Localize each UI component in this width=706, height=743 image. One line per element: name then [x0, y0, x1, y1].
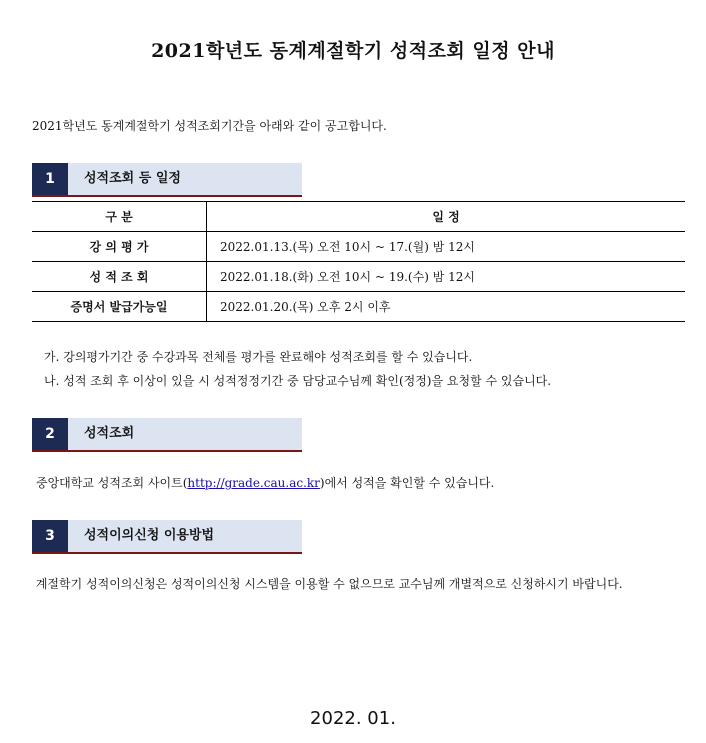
table-header-row [32, 202, 685, 232]
document-title: 2021학년도 동계계절학기 성적조회 일정 안내 [151, 40, 555, 62]
schedule-table [32, 201, 685, 322]
notes-list [44, 345, 551, 393]
section-3-title: 성적이의신청 이용방법 [84, 528, 215, 543]
row-label: 성 적 조 회 [32, 262, 207, 292]
section-1-number: 1 [32, 163, 68, 195]
section-3-number: 3 [32, 520, 68, 552]
row-value: 2022.01.20.(목) 오후 2시 이후 [220, 300, 391, 314]
text-after-link: )에서 성적을 확인할 수 있습니다. [319, 476, 495, 490]
row-value: 2022.01.13.(목) 오전 10시 ~ 17.(월) 밤 12시 [220, 240, 475, 254]
table-row [32, 232, 685, 262]
table-row [32, 292, 685, 322]
header-category: 구 분 [32, 202, 207, 232]
text-before-link: 중앙대학교 성적조회 사이트( [36, 476, 188, 490]
note-item: 가. 강의평가기간 중 수강과목 전체를 평가를 완료해야 성적조회를 할 수 있습니다. [44, 350, 473, 364]
section-2-number: 2 [32, 418, 68, 450]
grade-site-link[interactable]: http://grade.cau.ac.kr [187, 476, 320, 490]
row-value: 2022.01.18.(화) 오전 10시 ~ 19.(수) 밤 12시 [220, 270, 475, 284]
section-2-header [32, 418, 302, 452]
intro-text: 2021학년도 동계계절학기 성적조회기간을 아래와 같이 공고합니다. [32, 119, 387, 133]
table-row [32, 262, 685, 292]
section-2-text [36, 474, 494, 491]
section-3-text [32, 573, 682, 596]
section-1-title: 성적조회 등 일정 [84, 171, 181, 186]
section-1-header [32, 163, 302, 197]
note-item: 나. 성적 조회 후 이상이 있을 시 성적정정기간 중 담당교수님께 확인(정정)을 요청할 수 있습니다. [44, 374, 552, 388]
document-date: 2022. 01. [310, 708, 396, 729]
row-label: 증명서 발급가능일 [32, 292, 207, 322]
section-3-body: 계절학기 성적이의신청은 성적이의신청 시스템을 이용할 수 없으므로 교수님께 개별적으로 신청하시기 바랍니다. [35, 577, 623, 591]
header-schedule: 일 정 [432, 210, 460, 224]
section-3-header [32, 520, 302, 554]
row-label: 강 의 평 가 [32, 232, 207, 262]
section-2-title: 성적조회 [84, 426, 135, 441]
